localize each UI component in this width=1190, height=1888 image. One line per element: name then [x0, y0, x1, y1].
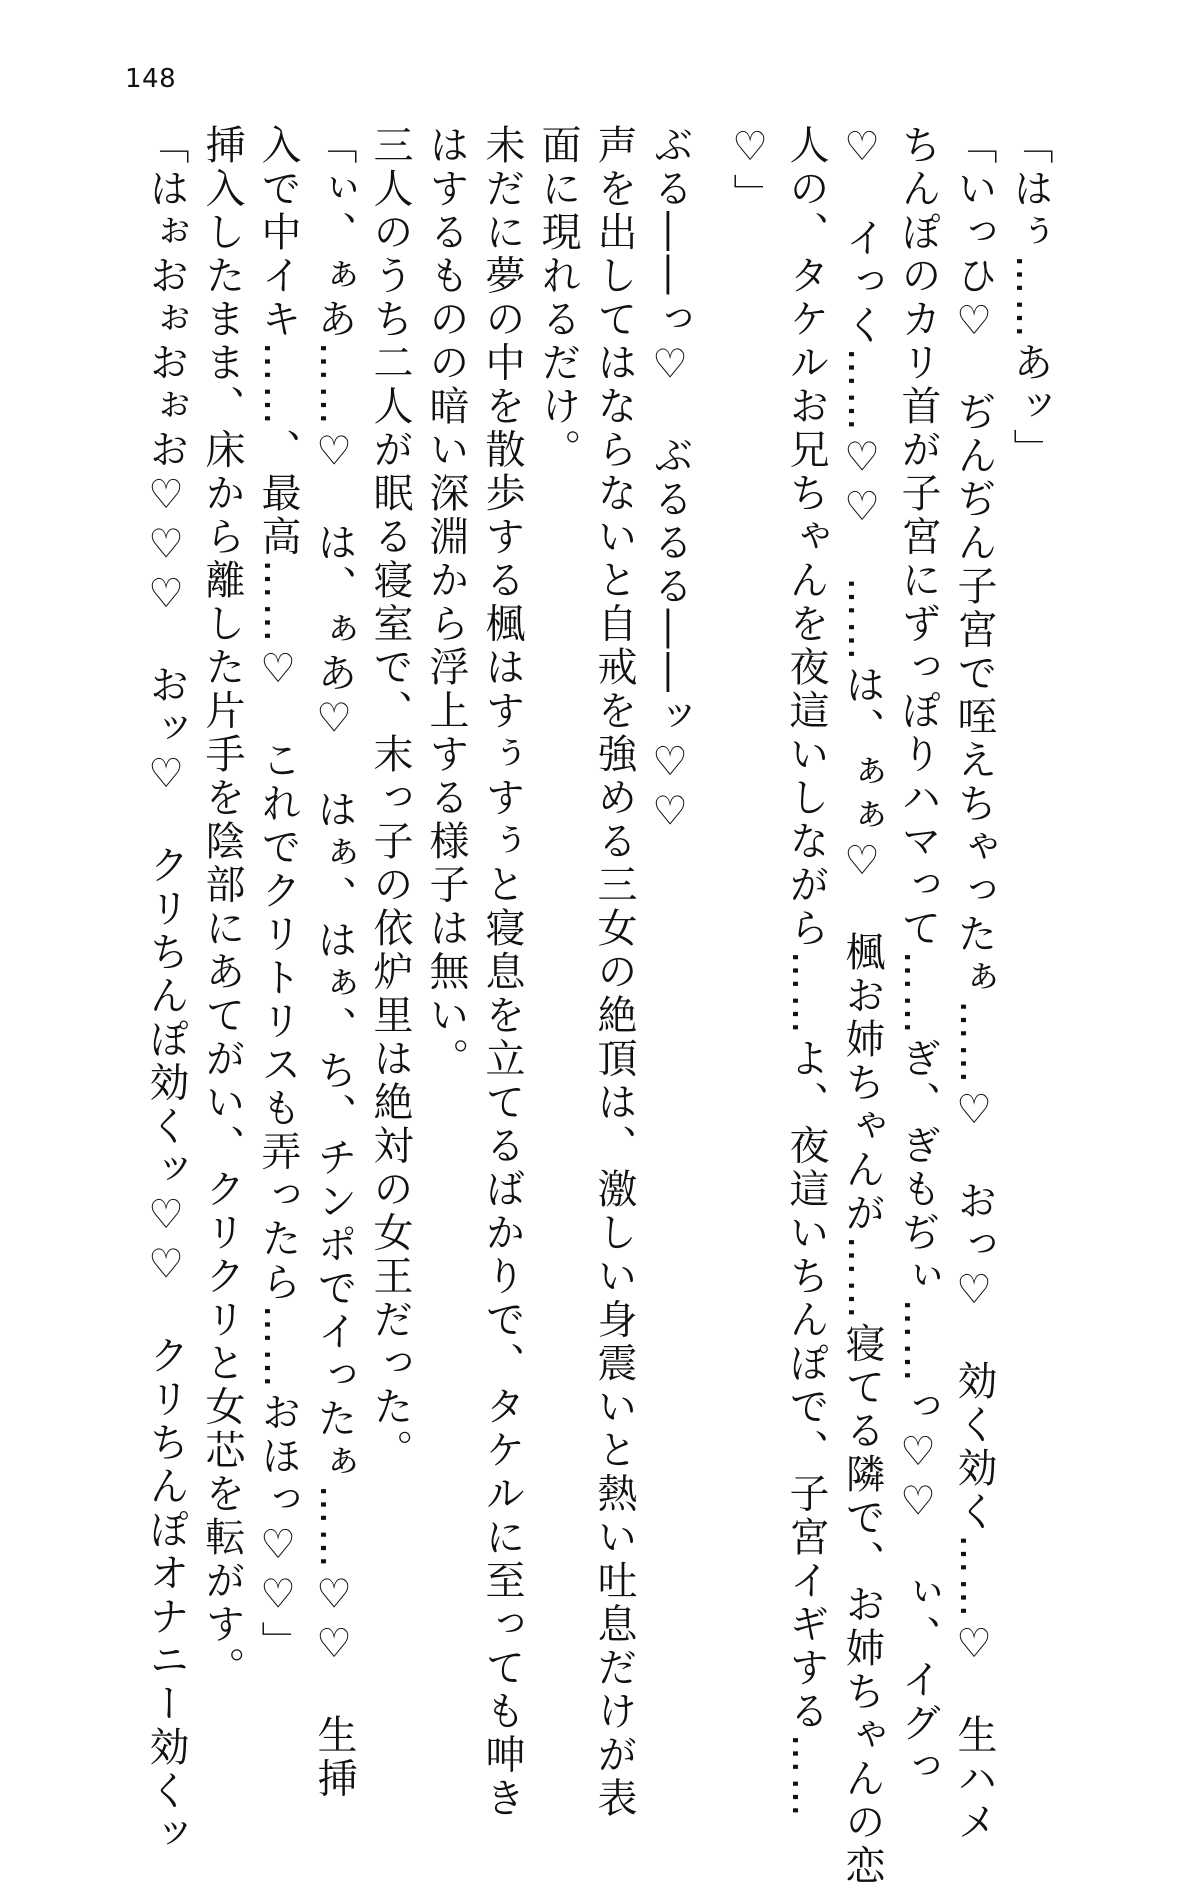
text-line: 面に現れるだけ。: [535, 124, 581, 472]
text-line: ♡」: [727, 124, 773, 217]
text-line: 「はぅ……あッ」: [1007, 124, 1053, 472]
text-line: ぶる――っ♡ ぶるるる――ッ♡♡: [647, 124, 693, 838]
text-line: 人の、タケルお兄ちゃんを夜這いしながら……よ、夜這いちんぽで、子宮イギする……: [783, 124, 829, 1821]
page-number: 148: [125, 64, 177, 94]
text-line: 挿入したまま、床から離した片手を陰部にあてがい、クリクリと女芯を転がす。: [199, 124, 245, 1690]
text-line: ♡ イっく……♡♡ ……は、ぁぁ♡ 楓お姉ちゃんが……寝てる隣で、お姉ちゃんの恋: [839, 124, 885, 1888]
text-line: 「いっひ♡ ぢんぢん子宮で咥えちゃったぁ……♡ おっ♡ 効く効く……♡ 生ハメ: [951, 124, 997, 1845]
text-line: 三人のうち二人が眠る寝室で、末っ子の依炉里は絶対の女王だった。: [367, 124, 413, 1473]
text-line: はするものの暗い深淵から浮上する様子は無い。: [423, 124, 469, 1081]
paragraph-gap: [698, 124, 722, 1584]
text-line: ちんぽのカリ首が子宮にずっぽりハマって……ぎ、ぎもぢぃ……っ♡♡ ぃ、イグっ: [895, 124, 941, 1789]
text-line: 「はぉおぉおぉお♡♡♡ おッ♡ クリちんぽ効くッ♡♡ クリちんぽオナニー効くッ: [143, 124, 189, 1857]
text-line: 「ぃ、ぁあ……♡ は、ぁあ♡ はぁ、はぁ、ち、チンポでイったぁ……♡♡ 生挿: [311, 124, 357, 1801]
text-line: 未だに夢の中を散歩する楓はすぅすぅと寝息を立てるばかりで、タケルに至っても呻き: [479, 124, 525, 1821]
vertical-text-body: [138, 124, 1058, 1888]
text-line: 声を出してはならないと自戒を強める三女の絶頂は、激しい身震いと熱い吐息だけが表: [591, 124, 637, 1821]
text-line: 入で中イキ……、最高……♡ これでクリトリスも弄ったら……おほっ♡♡」: [255, 124, 301, 1665]
